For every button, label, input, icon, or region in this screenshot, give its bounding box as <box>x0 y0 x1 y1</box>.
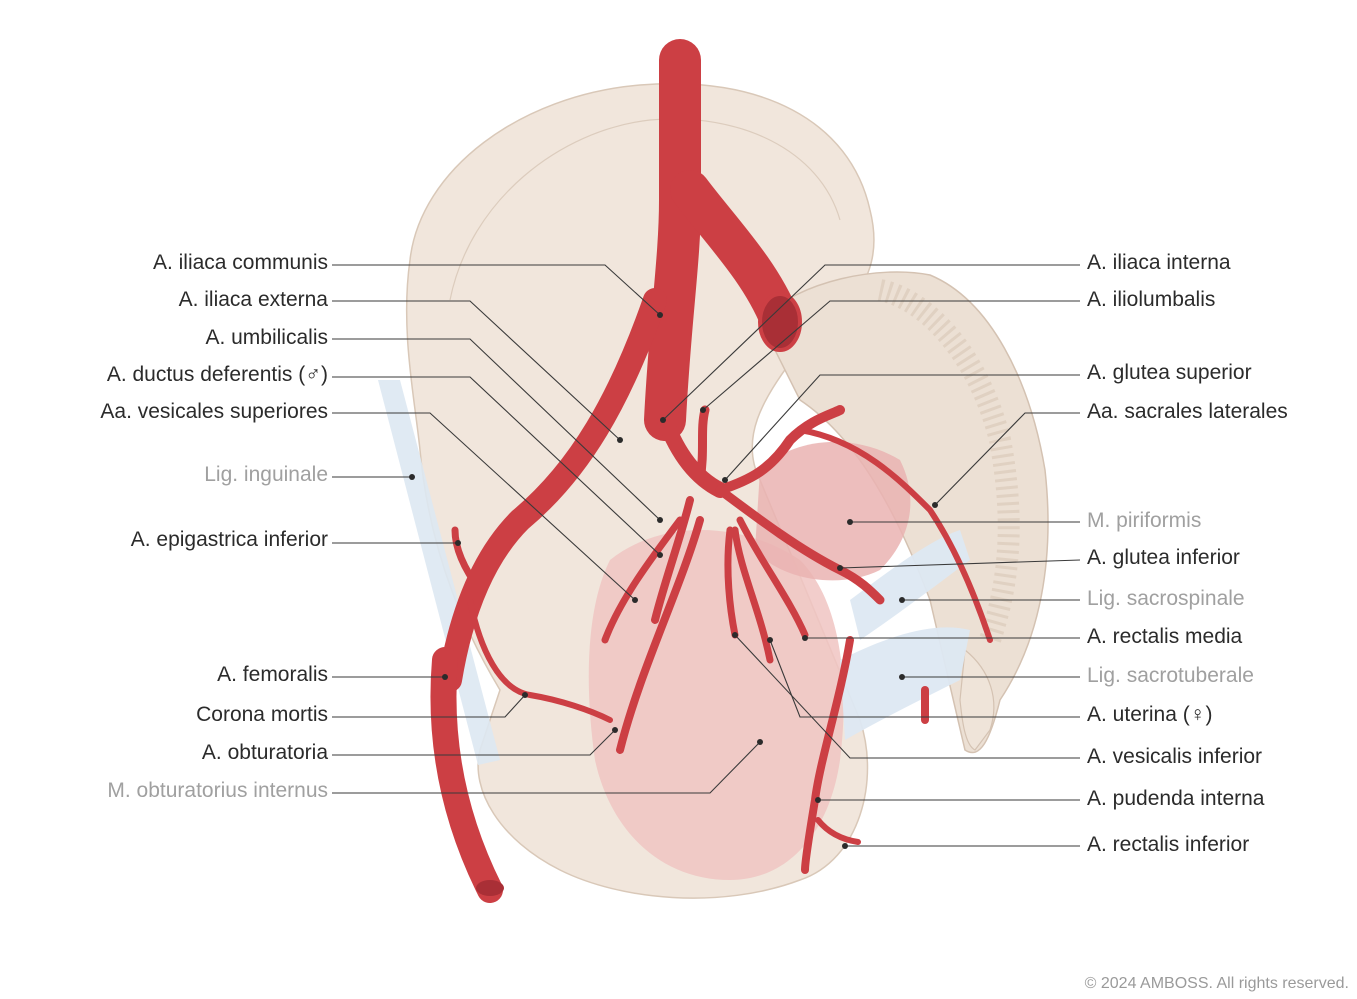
label-femoralis: A. femoralis <box>217 663 328 686</box>
obturator-internus-muscle <box>589 530 844 880</box>
label-obturatorius-internus: M. obturatorius internus <box>107 779 328 802</box>
label-vesicalis-inferior: A. vesicalis inferior <box>1087 745 1263 768</box>
label-umbilicalis: A. umbilicalis <box>205 326 328 349</box>
label-rectalis-media: A. rectalis media <box>1087 625 1243 648</box>
label-iliaca-interna: A. iliaca interna <box>1087 251 1231 274</box>
label-sacrospinale: Lig. sacrospinale <box>1087 587 1245 610</box>
label-piriformis: M. piriformis <box>1087 509 1202 532</box>
label-obturatoria: A. obturatoria <box>201 741 328 764</box>
label-iliaca-communis: A. iliaca communis <box>152 251 328 274</box>
piriformis-muscle <box>755 442 910 581</box>
label-lig-inguinale: Lig. inguinale <box>204 463 328 486</box>
label-pudenda-interna: A. pudenda interna <box>1087 787 1265 810</box>
iliolumbal-artery <box>700 410 705 480</box>
label-glutea-superior: A. glutea superior <box>1087 361 1252 384</box>
common-iliac-artery <box>665 60 680 420</box>
label-epigastrica-inferior: A. epigastrica inferior <box>130 528 328 551</box>
copyright-notice: © 2024 AMBOSS. All rights reserved. <box>1084 975 1349 992</box>
label-ductus-deferentis: A. ductus deferentis (♂) <box>106 363 328 386</box>
sacrotuberous-ligament <box>840 627 970 740</box>
label-iliaca-externa: A. iliaca externa <box>178 288 328 311</box>
label-rectalis-inferior: A. rectalis inferior <box>1087 833 1250 856</box>
label-vesicales-superiores: Aa. vesicales superiores <box>100 400 328 423</box>
label-uterina: A. uterina (♀) <box>1087 703 1213 726</box>
femoral-cut-end <box>476 880 504 896</box>
label-sacrales-laterales: Aa. sacrales laterales <box>1087 400 1288 423</box>
label-iliolumbalis: A. iliolumbalis <box>1087 288 1216 311</box>
label-glutea-inferior: A. glutea inferior <box>1087 546 1240 569</box>
label-sacrotuberale: Lig. sacrotuberale <box>1087 664 1254 687</box>
label-corona-mortis: Corona mortis <box>196 703 328 726</box>
